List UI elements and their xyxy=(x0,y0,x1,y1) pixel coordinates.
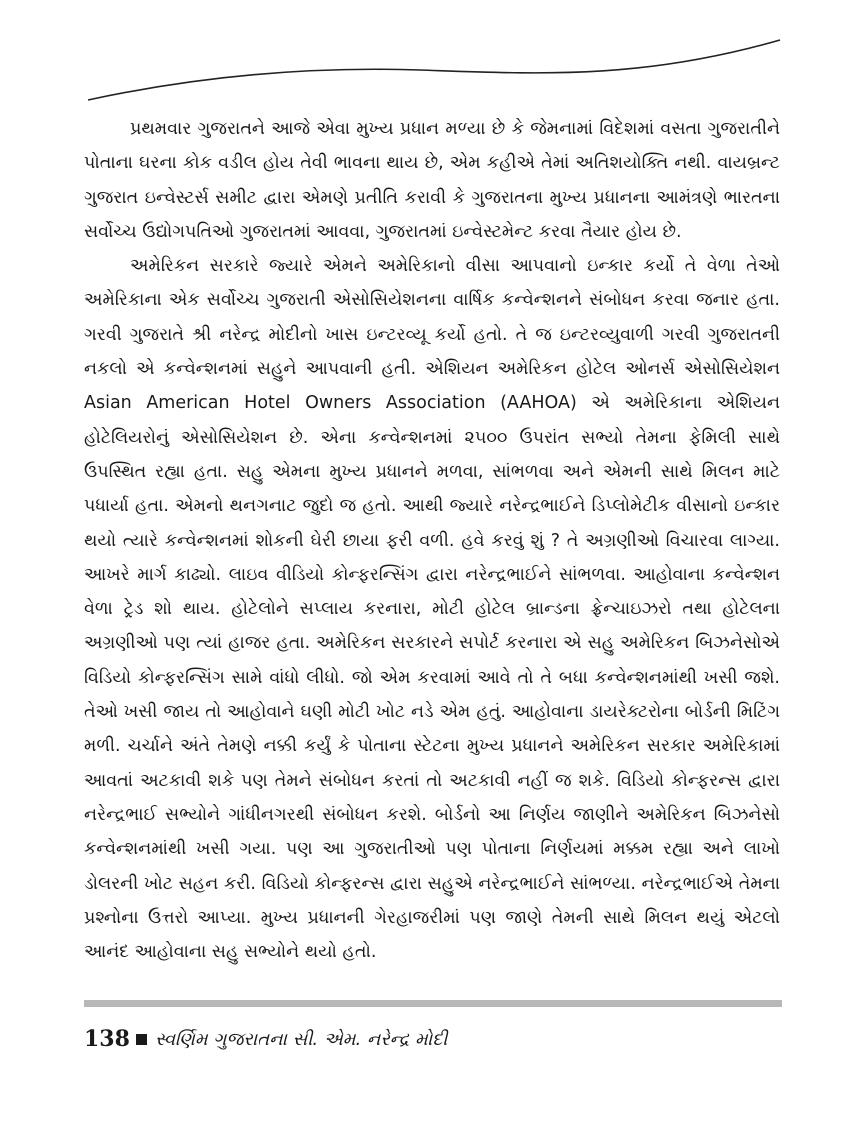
footer-rule xyxy=(84,1000,782,1007)
paragraph: પ્રથમવાર ગુજરાતને આજે એવા મુખ્ય પ્રધાન મળ્યા છે કે જેમનામાં વિદેશમાં વસતા ગુજરાતીને પોતાના ઘરના કોક વડીલ હોય તેવી ભાવના થાય છે, એમ કહીએ તેમાં અતિશયોક્તિ નથી. વાયબ્રન્ટ ગુજરાત ઇન્વેસ્ટર્સ સમીટ દ્વારા એમણે પ્રતીતિ કરાવી કે ગુજરાતના મુખ્ય પ્રધાનના આમંત્રણે ભારતના સર્વોચ્ચ ઉદ્યોગપતિઓ ગુજરાતમાં આવવા, ગુજરાતમાં ઇન્વેસ્ટમેન્ટ કરવા તૈયાર હોય છે. xyxy=(84,119,780,242)
page-footer xyxy=(84,1024,447,1054)
running-book-title: સ્વર્ણિમ ગુજરાતના સી. એમ. નરેન્દ્ર મોદી xyxy=(154,1028,448,1050)
square-bullet-icon xyxy=(136,1034,147,1045)
paragraph: અમેરિકન સરકારે જ્યારે એમને અમેરિકાનો વીસા આપવાનો ઇન્કાર કર્યો તે વેળા તેઓ અમેરિકાના એક સર્વોચ્ચ ગુજરાતી એસોસિયેશનના વાર્ષિક કન્વેન્શનને સંબોધન કરવા જનાર હતા. ગરવી ગુજરાતે શ્રી નરેન્દ્ર મોદીનો ખાસ ઇન્ટરવ્યૂ કર્યો હતો. તે જ ઇન્ટરવ્યુવાળી ગરવી ગુજરાતની નકલો એ કન્વેન્શનમાં સહુને આપવાની હતી. એશિયન અમેરિકન હોટેલ ઓનર્સ એસોસિયેશન Asian American Hotel Owners Association (AAHOA) એ અમેરિકાના એશિયન હોટેલિયરોનું એસોસિયેશન છે. એના કન્વેન્શનમાં ૨૫૦૦ ઉપરાંત સભ્યો તેમના ફેમિલી સાથે ઉપસ્થિત રહ્યા હતા. સહુ એમના મુખ્ય પ્રધાનને મળવા, સાંભળવા અને એમની સાથે મિલન માટે પધાર્યા હતા. એમનો થનગનાટ જુદો જ હતો. આથી જ્યારે નરેન્દ્રભાઈને ડિપ્લોમેટીક વીસાનો ઇન્કાર થયો ત્યારે કન્વેન્શનમાં શોકની ઘેરી છાયા ફરી વળી. હવે કરવું શું ? તે અગ્રણીઓ વિચારવા લાગ્યા. આખરે માર્ગ કાઢ્યો. લાઇવ વીડિયો કોન્ફરન્સિંગ દ્વારા નરેન્દ્રભાઈને સાંભળવા. આહોવાના કન્વેન્શન વેળા ટ્રેડ શો થાય. હોટેલોને સપ્લાય કરનારા, મોટી હોટેલ બ્રાન્ડના ફ્રેન્ચાઇઝરો તથા હોટેલના અગ્રણીઓ પણ ત્યાં હાજર હતા. અમેરિકન સરકારને સપોર્ટ કરનારા એ સહુ અમેરિકન બિઝનેસોએ વિડિયો કોન્ફરન્સિંગ સામે વાંધો લીધો. જો એમ કરવામાં આવે તો તે બધા કન્વેન્શનમાંથી ખસી જશે. તેઓ ખસી જાય તો આહોવાને ઘણી મોટી ખોટ નડે એમ હતું. આહોવાના ડાયરેક્ટરોના બોર્ડની મિટિંગ મળી. ચર્ચાને અંતે તેમણે નક્કી કર્યું કે પોતાના સ્ટેટના મુખ્ય પ્રધાનને અમેરિકન સરકાર અમેરિકામાં આવતાં અટકાવી શકે પણ તેમને સંબોધન કરતાં તો અટકાવી નહીં જ શકે. વિડિયો કોન્ફરન્સ દ્વારા નરેન્દ્રભાઈ સભ્યોને ગાંધીનગરથી સંબોધન કરશે. બોર્ડનો આ નિર્ણય જાણીને અમેરિકન બિઝનેસો કન્વેન્શનમાંથી ખસી ગયા. પણ આ ગુજરાતીઓ પણ પોતાના નિર્ણયમાં મક્કમ રહ્યા અને લાખો ડોલરની ખોટ સહન કરી. વિડિયો કોન્ફરન્સ દ્વારા સહુએ નરેન્દ્રભાઈને સાંભળ્યા. નરેન્દ્રભાઈએ તેમના પ્રશ્નોના ઉત્તરો આપ્યા. મુખ્ય પ્રધાનની ગેરહાજરીમાં પણ જાણે તેમની સાથે મિલન થયું એટલો આનંદ આહોવાના સહુ સભ્યોને થયો હતો. xyxy=(84,256,780,963)
page-number: 138 xyxy=(84,1026,130,1052)
body-text xyxy=(84,112,780,969)
header-wave-decoration xyxy=(0,0,855,110)
